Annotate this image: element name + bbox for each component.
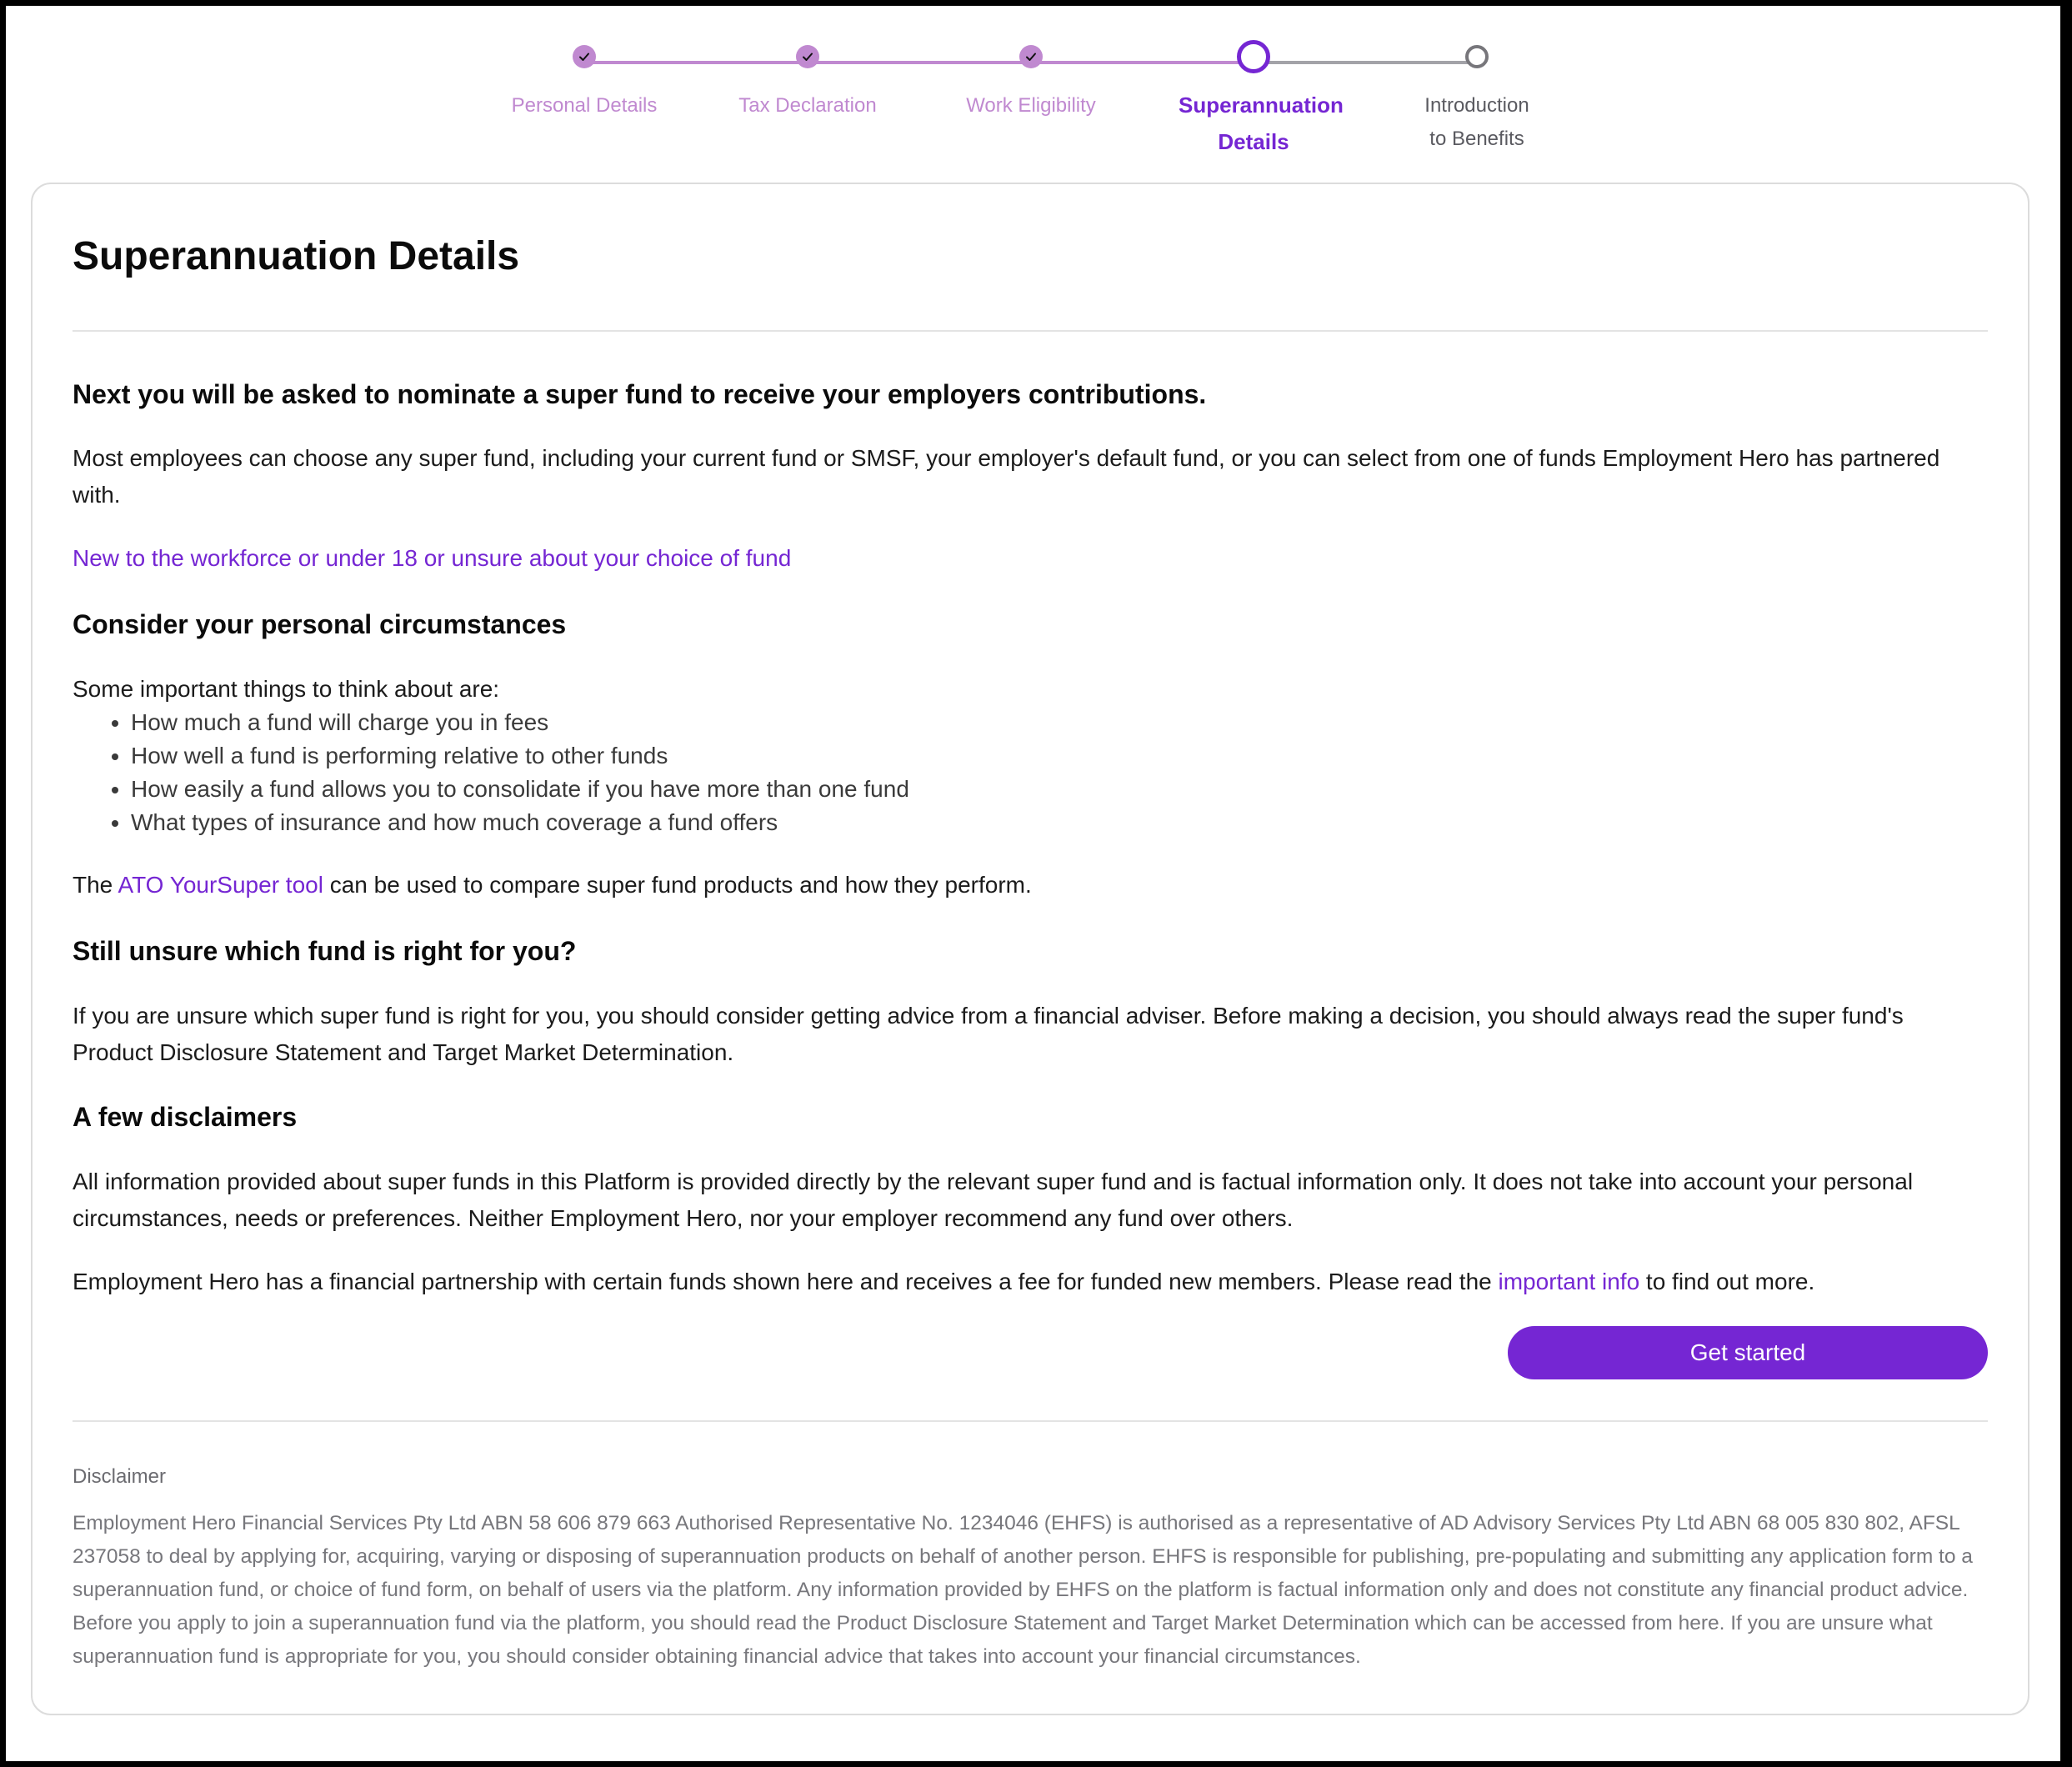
- step-label: Work Eligibility: [966, 94, 1096, 117]
- unsure-text: If you are unsure which super fund is right for you, you should consider getting advice from a financial adviser. Before making a decision, you should always read the super fund's Product Disclosure Statement and Target Market Determination.: [73, 1003, 1904, 1065]
- intro-text: Most employees can choose any super fund, including your current fund or SMSF, your employer's default fund, or you can select from one of funds Employment Hero has partnered with.: [73, 445, 1940, 508]
- pending-step-circle-icon: [1465, 45, 1489, 68]
- page: [6, 6, 2060, 1761]
- check-icon: [573, 45, 596, 68]
- disclaimer-label: Disclaimer: [73, 1465, 167, 1488]
- disclaimers-heading: A few disclaimers: [73, 1102, 298, 1132]
- progress-stepper: [6, 6, 2060, 173]
- consider-intro: Some important things to think about are:: [73, 676, 500, 702]
- stepper-line-remaining: [1254, 61, 1478, 64]
- ato-suffix: can be used to compare super fund products and how they perform.: [329, 872, 1032, 898]
- superannuation-card: [31, 183, 2029, 1715]
- list-item: • How well a fund is performing relative to other funds: [131, 739, 1988, 773]
- consider-list: [73, 706, 1988, 839]
- ato-paragraph: [73, 867, 1988, 904]
- list-item: • How much a fund will charge you in fees: [131, 706, 1988, 739]
- disclaimers-text: All information provided about super funds in this Platform is provided directly by the relevant super fund and is factual information only. It does not take into account your personal circumstances, needs or preferences. Neither Employment Hero, nor your employer recommend any fund over others.: [73, 1169, 1914, 1231]
- unsure-heading: Still unsure which fund is right for you?: [73, 936, 577, 966]
- page-title: Superannuation Details: [73, 234, 520, 278]
- new-workforce-link[interactable]: New to the workforce or under 18 or unsure about your choice of fund: [73, 545, 792, 571]
- new-workforce-paragraph: [73, 540, 1988, 577]
- disclaimer-text: Employment Hero Financial Services Pty Ltd ABN 58 606 879 663 Authorised Representative No. 1234046 (EHFS) is authorised as a representative of AD Advisory Services Pty Ltd ABN 68 005 830 802, AFSL 237058 to deal by applying for, acquiring, varying or disposing of superannuation products on behalf of another person. EHFS is responsible for publishing, pre-populating and submitting any application form to a superannuation fund, or choice of fund form, on behalf of users via the platform. Any information provided by EHFS on the platform is factual information only and does not constitute any financial product advice. Before you apply to join a superannuation fund via the platform, you should read the Product Disclosure Statement and Target Market Determination which can be accessed from here. If you are unsure what superannuation fund is appropriate for you, you should consider obtaining financial advice that takes into account your financial circumstances.: [73, 1512, 1973, 1668]
- partnership-prefix: Employment Hero has a financial partnership with certain funds shown here and receives a fee for funded new members. Please read the: [73, 1269, 1492, 1294]
- ato-yoursuper-link[interactable]: ATO YourSuper tool: [118, 872, 323, 898]
- consider-heading: Consider your personal circumstances: [73, 609, 567, 639]
- ato-prefix: The: [73, 872, 113, 898]
- intro-heading: Next you will be asked to nominate a super fund to receive your employers contributions.: [73, 379, 1207, 409]
- footer-divider: [73, 1420, 1988, 1422]
- important-info-link[interactable]: important info: [1498, 1269, 1640, 1294]
- check-icon: [1019, 45, 1043, 68]
- check-icon: [796, 45, 819, 68]
- title-divider: [73, 330, 1988, 332]
- stepper-line-completed: [584, 61, 1254, 64]
- get-started-button[interactable]: Get started: [1508, 1326, 1988, 1379]
- partnership-suffix: to find out more.: [1645, 1269, 1815, 1294]
- list-item: • How easily a fund allows you to consolidate if you have more than one fund: [131, 773, 1988, 806]
- current-step-circle-icon: [1237, 40, 1270, 73]
- partnership-paragraph: [73, 1264, 1988, 1300]
- step-label: Superannuation Details: [1179, 93, 1344, 154]
- list-item: • What types of insurance and how much coverage a fund offers: [131, 806, 1988, 839]
- step-label: Tax Declaration: [738, 94, 877, 117]
- step-label: Personal Details: [511, 94, 658, 117]
- step-label: Introduction to Benefits: [1424, 94, 1529, 150]
